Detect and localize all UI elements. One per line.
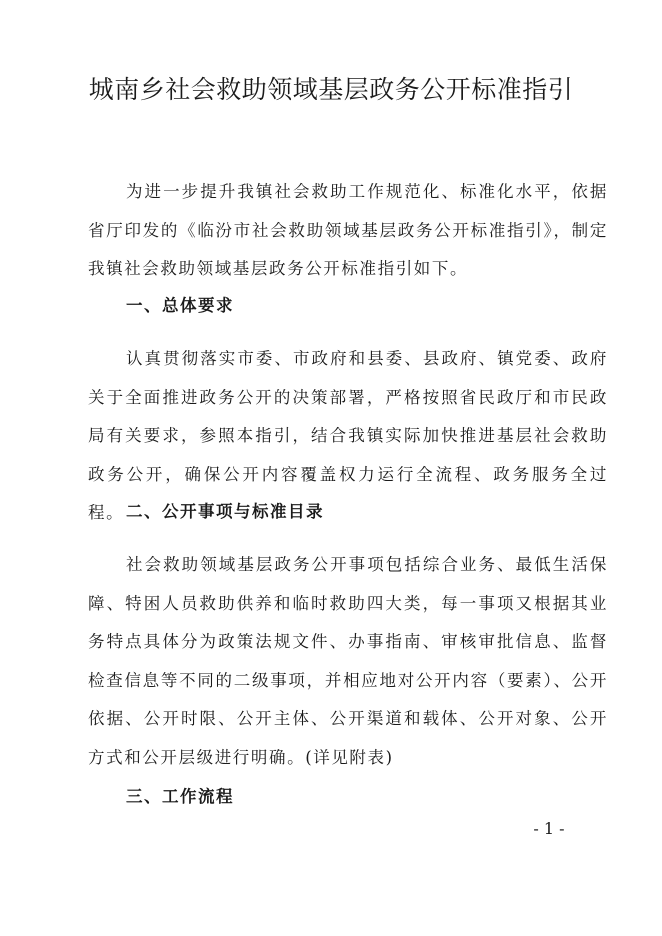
intro-paragraph: 为进一步提升我镇社会救助工作规范化、标准化水平，依据省厅印发的《临汾市社会救助领域基层政务公开标准指引》，制定我镇社会救助领域基层政务公开标准指引如下。	[88, 182, 608, 278]
document-title: 城南乡社会救助领域基层政务公开标准指引	[88, 75, 574, 104]
section-heading-disclosure-items: 二、公开事项与标准目录	[126, 502, 324, 521]
section-body-disclosure-items: 社会救助领域基层政务公开事项包括综合业务、最低生活保障、特困人员救助供养和临时救助四大类，每一事项又根据其业务特点具体分为政策法规文件、办事指南、审核审批信息、监督检查信息等不同的二级事项，并相应地对公开内容（要素）、公开依据、公开时限、公开主体、公开渠道和载体、公开对象、公开方式和公开层级进行明确。(详见附表)	[88, 555, 608, 767]
section-heading-general-requirements: 一、总体要求	[126, 296, 234, 315]
section-heading-workflow: 三、工作流程	[126, 787, 234, 806]
section-body-general-requirements: 认真贯彻落实市委、市政府和县委、县政府、镇党委、政府关于全面推进政务公开的决策部署，严格按照省民政厅和市民政局有关要求，参照本指引，结合我镇实际加快推进基层社会救助政务公开，确保公开内容覆盖权力运行全流程、政务服务全过程。	[88, 349, 608, 522]
page-number: - 1 -	[533, 819, 565, 838]
